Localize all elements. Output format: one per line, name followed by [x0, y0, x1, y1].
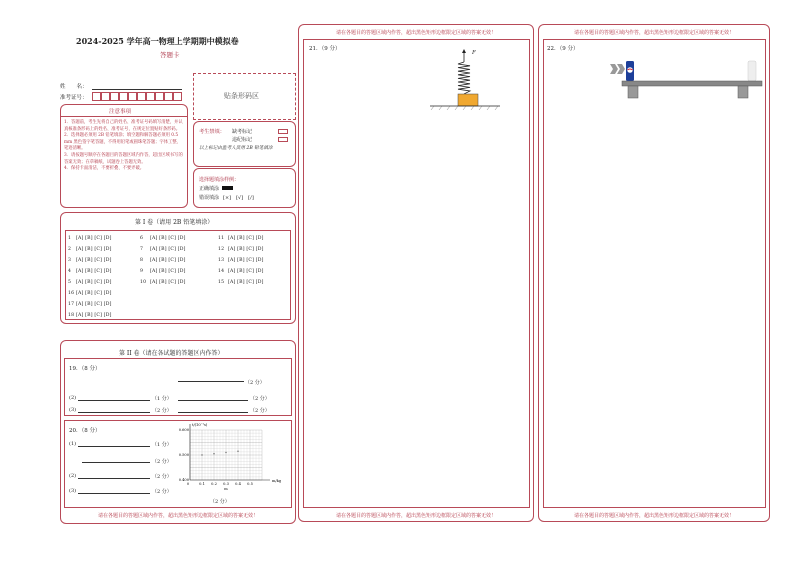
header-warning-col3: 请在各题目的答题区域内作答，超出黑色矩形边框限定区域的答案无效！	[573, 30, 734, 36]
barcode-label: 贴条形码区	[224, 92, 259, 100]
wrong-fill-label: 错误填涂	[199, 195, 220, 201]
mc-question-number: 8	[140, 258, 144, 263]
q20-2-num: (2)	[69, 473, 77, 479]
data-point	[201, 454, 202, 455]
name-field[interactable]	[92, 89, 182, 90]
mc-question-number: 9	[140, 269, 144, 274]
mc-options[interactable]: [A] [B] [C] [D]	[76, 291, 112, 296]
mc-question-number: 2	[68, 247, 72, 252]
correct-fill-mark	[222, 186, 233, 190]
q22-answer-box[interactable]	[543, 39, 766, 508]
q20-3-answer[interactable]	[78, 493, 150, 494]
mc-options[interactable]: [A] [B] [C] [D]	[228, 280, 264, 285]
q19-3a-points: （2 分）	[152, 408, 172, 414]
notice-title: 注意事项	[109, 109, 132, 115]
section1-box	[60, 212, 296, 324]
violation-label: 违纪标记	[232, 137, 253, 143]
mc-question-number: 7	[140, 247, 144, 252]
q19-2b-points: （2 分）	[250, 396, 270, 402]
q19-2-num: (2)	[69, 395, 77, 401]
notice-text	[64, 120, 184, 173]
id-digit-box[interactable]	[101, 92, 110, 101]
fill-example-title: 选择题填涂样例：	[199, 177, 240, 183]
status-label: 考生禁填：	[199, 129, 225, 135]
mc-question-number: 10	[140, 280, 147, 285]
notice-item: 1．答题前，考生先将自己的姓名、准考证号码填写清楚，并认真核准条形码上的姓名、准考证号，在规定位置贴好条形码。	[64, 120, 183, 132]
mc-question-number: 15	[218, 280, 225, 285]
mc-options[interactable]: [A] [B] [C] [D]	[76, 302, 112, 307]
mc-options[interactable]: [A] [B] [C] [D]	[76, 280, 112, 285]
q19-2b-answer[interactable]	[178, 400, 248, 401]
force-label: F	[472, 50, 476, 56]
mc-question-number: 18	[68, 313, 75, 318]
mc-options[interactable]: [A] [B] [C] [D]	[150, 269, 186, 274]
q19-label: 19．（8 分）	[69, 366, 101, 372]
data-point	[213, 453, 214, 454]
data-point	[225, 452, 226, 453]
footer-warning-col2: 请在各题目的答题区域内作答，超出黑色矩形边框限定区域的答案无效！	[335, 513, 496, 519]
data-point	[237, 451, 238, 452]
q19-1-answer[interactable]	[178, 381, 244, 382]
y-tick-label: 0.500	[178, 453, 189, 457]
mc-options[interactable]: [A] [B] [C] [D]	[150, 236, 186, 241]
q20-2-points: （2 分）	[152, 474, 172, 480]
q19-2a-points: （1 分）	[152, 396, 172, 402]
id-digit-box[interactable]	[92, 92, 101, 101]
x-tick-label: 0.2	[211, 482, 217, 486]
status-box	[193, 121, 296, 167]
q21-label: 21．（9 分）	[309, 46, 341, 52]
mc-question-number: 3	[68, 258, 72, 263]
q20-1-points: （1 分）	[152, 442, 172, 448]
mc-options[interactable]: [A] [B] [C] [D]	[228, 247, 264, 252]
id-digit-box[interactable]	[173, 92, 182, 101]
mc-options[interactable]: [A] [B] [C] [D]	[150, 258, 186, 263]
mc-question-number: 5	[68, 280, 72, 285]
q19-3b-points: （2 分）	[250, 408, 270, 414]
exam-title: 2024-2025 学年高一物理上学期期中模拟卷	[76, 36, 239, 46]
x-tick-label: 0.4	[235, 482, 241, 486]
mc-options[interactable]: [A] [B] [C] [D]	[150, 280, 186, 285]
q20-1-answer[interactable]	[78, 446, 150, 447]
q19-3a-answer[interactable]	[78, 412, 150, 413]
footer-warning-col1: 请在各题目的答题区域内作答，超出黑色矩形边框限定区域的答案无效！	[97, 513, 258, 519]
section2-title: 第 II 卷（请在各试题的答题区内作答）	[119, 350, 224, 357]
name-label: 姓 名：	[60, 84, 88, 90]
x-axis-unit: m/kg	[272, 479, 282, 483]
id-digit-box[interactable]	[155, 92, 164, 101]
y-tick-label: 0.600	[178, 428, 189, 432]
id-digit-box[interactable]	[128, 92, 137, 101]
mc-options[interactable]: [A] [B] [C] [D]	[228, 269, 264, 274]
violation-mark-box[interactable]	[278, 137, 288, 142]
mc-options[interactable]: [A] [B] [C] [D]	[150, 247, 186, 252]
x-axis-label: m	[224, 487, 228, 491]
mc-options[interactable]: [A] [B] [C] [D]	[76, 269, 112, 274]
section1-title: 第 I 卷（请用 2B 铅笔填涂）	[135, 219, 214, 226]
id-digit-box[interactable]	[146, 92, 155, 101]
mc-question-number: 11	[218, 236, 225, 241]
x-tick-label: 0.5	[247, 482, 253, 486]
x-tick-label: 0.3	[223, 482, 229, 486]
fill-example-box	[193, 168, 296, 208]
q19-1-points: （2 分）	[245, 380, 265, 386]
id-digit-box[interactable]	[119, 92, 128, 101]
correct-fill-label: 正确填涂	[199, 186, 220, 192]
mc-options[interactable]: [A] [B] [C] [D]	[228, 236, 264, 241]
notice-item: 3．请按题号顺序在各题目的答题区域内作答，超出区域书写的答案无效；在草稿纸、试题卷上答题无效。	[64, 152, 183, 165]
q22-label: 22．（9 分）	[547, 46, 579, 52]
mc-options[interactable]: [A] [B] [C] [D]	[76, 258, 112, 263]
id-digit-box[interactable]	[164, 92, 173, 101]
id-label: 准考证号：	[60, 95, 88, 101]
q21-spring-diagram	[430, 48, 500, 114]
q20-graph-points: （2 分）	[210, 499, 230, 505]
mc-question-number: 13	[218, 258, 225, 263]
q20-1-num: (1)	[69, 441, 77, 447]
q20-1b-answer[interactable]	[82, 462, 150, 463]
absent-label: 缺考标记	[232, 129, 253, 135]
q20-3-points: （2 分）	[152, 489, 172, 495]
graph-grid	[190, 424, 270, 480]
wrong-fill-marks: [×] [√] [/]	[223, 195, 254, 201]
q19-2a-answer[interactable]	[78, 400, 150, 401]
mc-question-number: 1	[68, 236, 72, 241]
q20-graph[interactable]	[172, 422, 292, 506]
mc-options[interactable]: [A] [B] [C] [D]	[228, 258, 264, 263]
mc-question-number: 14	[218, 269, 225, 274]
mc-options[interactable]: [A] [B] [C] [D]	[76, 313, 112, 318]
notice-item: 4．保持卡面清洁，不要折叠、不要弄破。	[64, 166, 145, 172]
mc-question-number: 12	[218, 247, 225, 252]
mc-question-number: 4	[68, 269, 72, 274]
mc-options[interactable]: [A] [B] [C] [D]	[76, 247, 112, 252]
answer-card-label: 答题卡	[160, 51, 180, 59]
y-axis-label: t/(10⁻¹s)	[192, 423, 208, 427]
q20-1b-points: （2 分）	[152, 459, 172, 465]
mc-question-number: 6	[140, 236, 144, 241]
absent-mark-box[interactable]	[278, 129, 288, 134]
barcode-area	[193, 73, 296, 120]
y-tick-label: 0.400	[178, 478, 189, 482]
mc-question-number: 16	[68, 291, 75, 296]
id-digit-box[interactable]	[137, 92, 146, 101]
mc-question-number: 17	[68, 302, 75, 307]
footer-warning-col3: 请在各题目的答题区域内作答，超出黑色矩形边框限定区域的答案无效！	[573, 513, 734, 519]
q19-3b-answer[interactable]	[178, 412, 248, 413]
status-note: 以上标记由监考人员用 2B 铅笔填涂	[199, 146, 273, 151]
notice-item: 2．选择题必须用 2B 铅笔填涂；填空题和解答题必须用 0.5 mm 黑色签字笔答题，不得用铅笔或圆珠笔答题；字体工整、笔迹清晰。	[64, 133, 181, 152]
q19-3-num: (3)	[69, 407, 77, 413]
id-digit-box[interactable]	[110, 92, 119, 101]
mc-options[interactable]: [A] [B] [C] [D]	[76, 236, 112, 241]
q20-3-num: (3)	[69, 488, 77, 494]
q20-label: 20．（8 分）	[69, 428, 101, 434]
q22-table-diagram	[606, 56, 766, 100]
q20-2-answer[interactable]	[78, 478, 150, 479]
x-tick-label: 0.1	[199, 482, 205, 486]
x-tick-label: 0	[186, 482, 190, 486]
header-warning-col2: 请在各题目的答题区域内作答，超出黑色矩形边框限定区域的答案无效！	[335, 30, 496, 36]
